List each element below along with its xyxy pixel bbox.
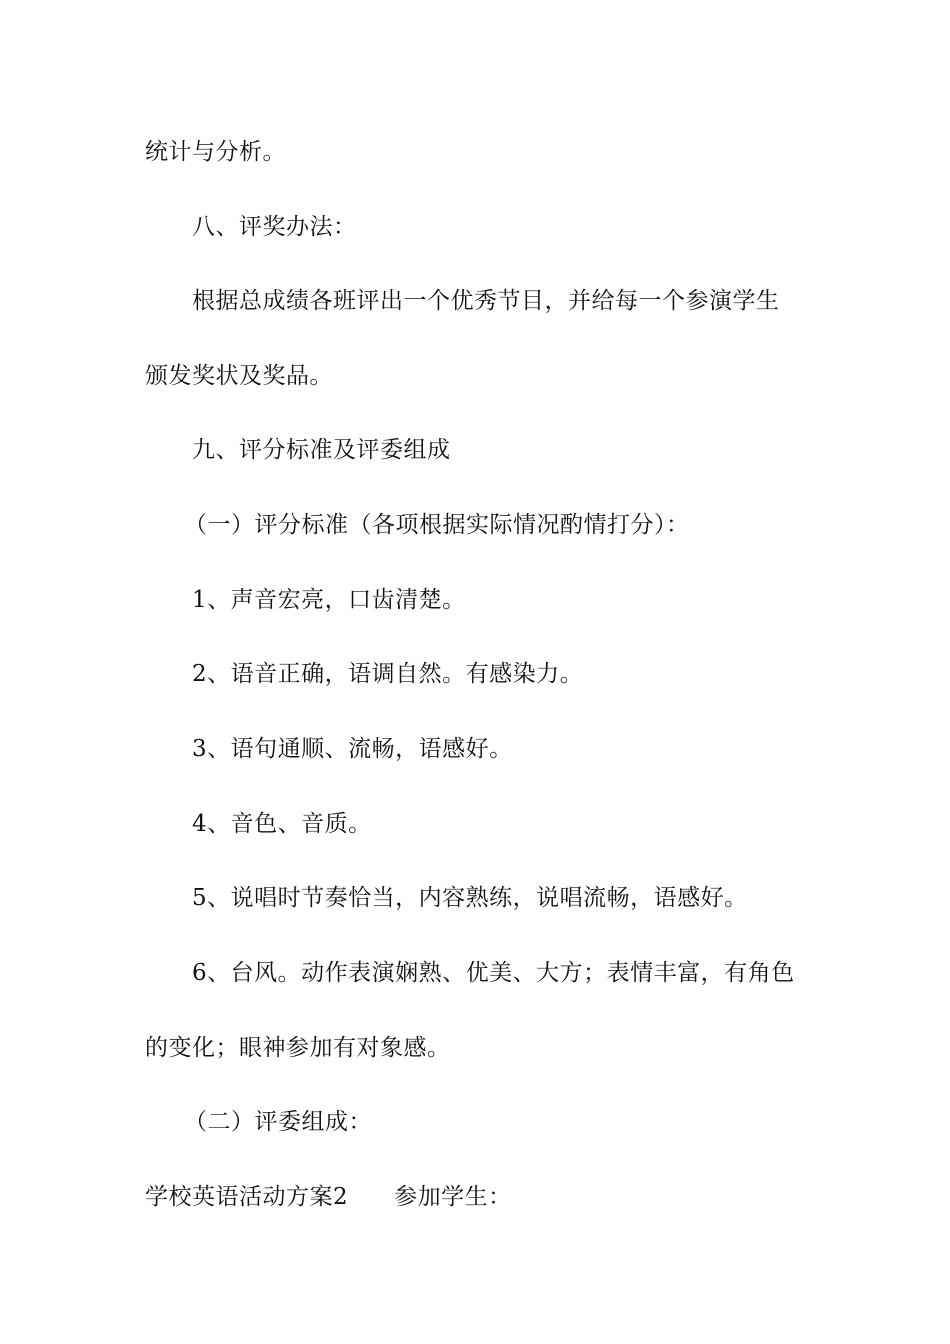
criteria-item-6: 6、台风。动作表演娴熟、优美、大方；表情丰富，有角色 — [192, 960, 795, 986]
text-line-13: 的变化；眼神参加有对象感。 — [145, 1035, 451, 1061]
text-line-1: 统计与分析。 — [145, 139, 286, 165]
footer-title: 学校英语活动方案2 — [145, 1184, 349, 1210]
text-line-3: 根据总成绩各班评出一个优秀节目，并给每一个参演学生 — [192, 288, 780, 314]
subsection-heading-judges: （二）评委组成： — [184, 1109, 372, 1135]
text-line-4: 颁发奖状及奖品。 — [145, 363, 333, 389]
subsection-heading-criteria: （一）评分标准（各项根据实际情况酌情打分）： — [184, 512, 690, 538]
criteria-item-1: 1、声音宏亮，口齿清楚。 — [192, 587, 466, 613]
footer-line — [145, 1181, 512, 1213]
criteria-item-5: 5、说唱时节奏恰当，内容熟练，说唱流畅，语感好。 — [192, 885, 748, 911]
footer-field-label: 参加学生： — [394, 1184, 512, 1210]
section-heading-awards: 八、评奖办法： — [192, 214, 357, 240]
criteria-item-2: 2、语音正确，语调自然。有感染力。 — [192, 661, 584, 687]
section-heading-scoring: 九、评分标准及评委组成 — [192, 437, 451, 463]
criteria-item-4: 4、音色、音质。 — [192, 811, 372, 837]
criteria-item-3: 3、语句通顺、流畅，语感好。 — [192, 736, 513, 762]
